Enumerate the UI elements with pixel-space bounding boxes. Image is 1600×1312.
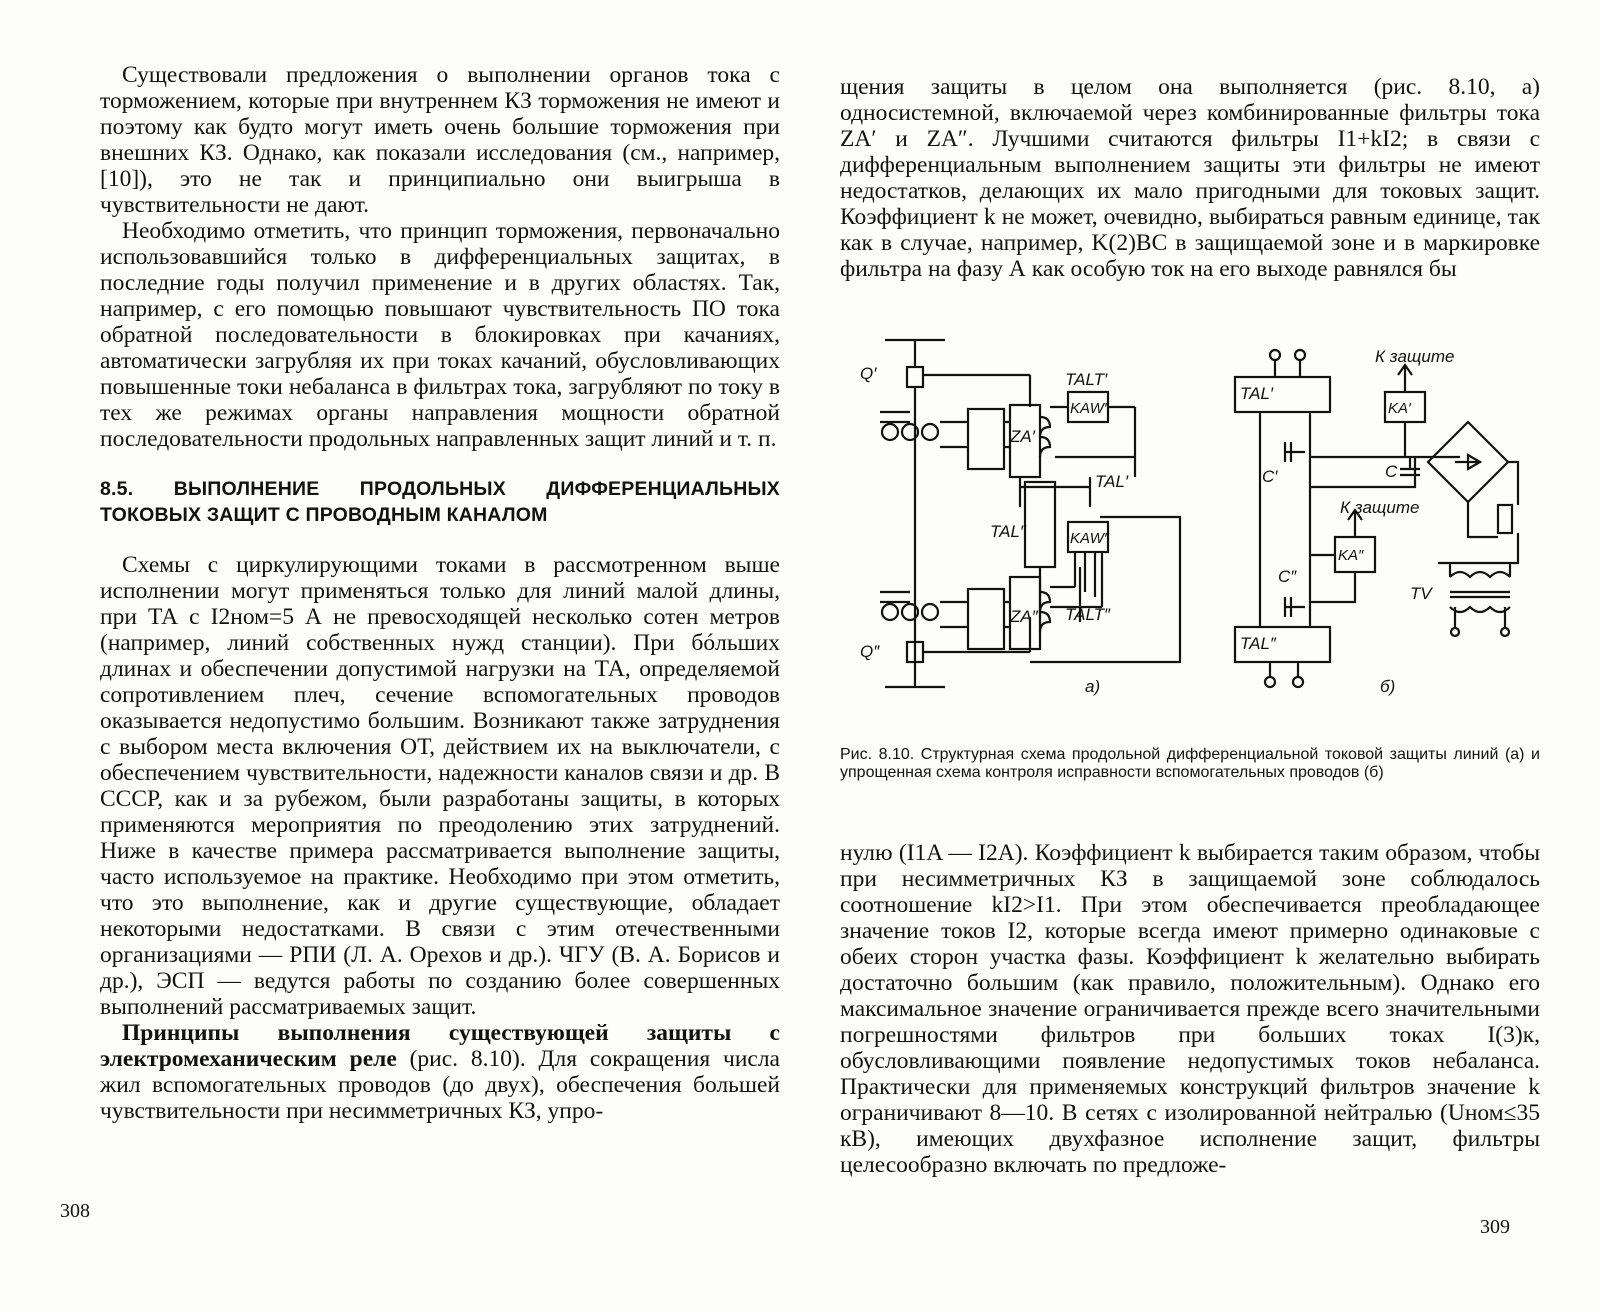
label-talt-prime: TALT′ (1065, 370, 1108, 389)
label-tal-prime-a: TAL′ (1095, 472, 1129, 491)
right-column-top (840, 74, 1540, 282)
label-tal-double-prime-a: TAL″ (990, 522, 1026, 541)
label-figure-b: б) (1380, 677, 1396, 696)
label-k-zashchite-mid: К защите (1340, 498, 1420, 517)
label-za-double-prime: ZA″ (1010, 607, 1038, 626)
label-tal-prime-b: TAL′ (1240, 384, 1274, 403)
label-c-prime: C′ (1262, 467, 1278, 486)
label-talt-double-prime: TALT″ (1065, 605, 1111, 624)
circuit-diagram (840, 337, 1540, 707)
left-paragraph-4-rest: (рис. 8.10). Для сокращения числа жил вспомогательных проводов (до двух), обеспечения большей чувствительности при несимметричных КЗ, упро- (100, 1046, 780, 1124)
left-column (100, 62, 780, 1124)
label-kaw-double-prime: KAW″ (1070, 530, 1110, 547)
left-paragraph-4 (100, 1020, 780, 1124)
section-heading: 8.5. ВЫПОЛНЕНИЕ ПРОДОЛЬНЫХ ДИФФЕРЕНЦИАЛЬНЫХ ТОКОВЫХ ЗАЩИТ С ПРОВОДНЫМ КАНАЛОМ (100, 478, 780, 526)
label-figure-a: а) (1085, 677, 1101, 696)
left-paragraph-2: Необходимо отметить, что принцип торможения, первоначально использовавшийся только в дифференциальных защитах, в последние годы получил применение и в других областях. Так, например, с его помощью повышают чувствительность ПО тока обратной последовательности в блокировках при качаниях, автоматически загрубляя их при токах качаний, обусловливающих повышенные токи небаланса в фильтрах тока, загрубляют по току в тех же режимах органы направления мощности обратной последовательности продольных направленных защит линий и т. п. (100, 218, 780, 452)
label-c-double-prime: C″ (1278, 567, 1297, 586)
right-paragraph-2: нулю (I1A — I2A). Коэффициент k выбирается таким образом, чтобы при несимметричных КЗ в защищаемой зоне соблюдалось соотношение kI2>I1. При этом обеспечивается преобладающее значение токов I2, которые всегда имеют примерно одинаковые с обеих сторон участка фазы. Коэффициент k желательно выбирать достаточно большим (как правило, положительным). Однако его максимальное значение ограничивается прежде всего значительными погрешностями фильтров при больших токах I(3)к, обусловливающими появление недопустимых токов небаланса. Практически для применяемых конструкций фильтров значение k ограничивают 8—10. В сетях с изолированной нейтралью (Uном≤35 кВ), имеющих двухфазное исполнение защит, фильтры целесообразно включать по предложе- (840, 840, 1540, 1178)
left-paragraph-4-bold: Принципы выполнения существующей защиты с электромеханическим реле (100, 1020, 780, 1072)
label-tal-double-prime-b: TAL″ (1240, 634, 1276, 653)
label-q-prime: Q′ (860, 364, 877, 383)
label-za-prime: ZA′ (1010, 427, 1035, 446)
page-number-left: 308 (60, 1200, 90, 1222)
label-ka-double-prime: KA″ (1338, 547, 1364, 564)
label-kaw-prime: KAW′ (1070, 400, 1107, 417)
label-q-double-prime: Q″ (860, 642, 880, 661)
figure-8-10 (840, 337, 1540, 712)
page-number-right: 309 (1480, 1216, 1510, 1238)
label-k-zashchite-top: К защите (1375, 347, 1455, 366)
label-tv: TV (1410, 584, 1432, 603)
left-paragraph-3: Схемы с циркулирующими токами в рассмотренном выше исполнении могут применяться только для линий малой длины, при ТА с I2ном=5 А не превосходящей несколько сотен метров (например, линий собственных нужд станции). При бóльших длинах и обеспечении допустимой нагрузки на ТА, определяемой сопротивлением плеч, сечение вспомогательных проводов оказывается недопустимо большим. Возникают также затруднения с выбором места включения ОТ, действием их на выключатели, с обеспечением чувствительности, надежности каналов связи и др. В СССР, как и за рубежом, были разработаны защиты, в которых применяются мероприятия по преодолению этих затруднений. Ниже в качестве примера рассматривается выполнение защиты, часто используемое на практике. Необходимо при этом отметить, что это выполнение, как и другие существующие, обладает некоторыми недостатками. В связи с этим отечественными организациями — РПИ (Л. А. Орехов и др.). ЧГУ (В. А. Борисов и др.), ЭСП — ведутся работы по созданию более совершенных выполнений рассматриваемых защит. (100, 552, 780, 1020)
label-ka-prime: KA′ (1388, 400, 1411, 417)
right-page (800, 0, 1600, 1312)
right-paragraph-1: щения защиты в целом она выполняется (рис. 8.10, а) односистемной, включаемой через комбинированные фильтры тока ZA′ и ZA″. Лучшими считаются фильтры I1+kI2; в связи с дифференциальным выполнением защиты эти фильтры не имеют недостатков, делающих их мало пригодными для токовых защит. Коэффициент k не может, очевидно, выбираться равным единице, так как в случае, например, K(2)BC в защищаемой зоне и в маркировке фильтра на фазу А как особую ток на его выходе равнялся бы (840, 74, 1540, 282)
figure-caption: Рис. 8.10. Структурная схема продольной дифференциальной токовой защиты линий (а) и упрощенная схема контроля исправности вспомогательных проводов (б) (840, 746, 1540, 781)
left-paragraph-1: Существовали предложения о выполнении органов тока с торможением, которые при внутреннем КЗ торможения не имеют и поэтому как будто могут иметь очень большие торможения при внешних КЗ. Однако, как показали исследования (см., например, [10]), это не так и принципиально они выигрыша в чувствительности не дают. (100, 62, 780, 218)
right-column-bottom (840, 840, 1540, 1178)
label-c: C (1385, 462, 1398, 481)
